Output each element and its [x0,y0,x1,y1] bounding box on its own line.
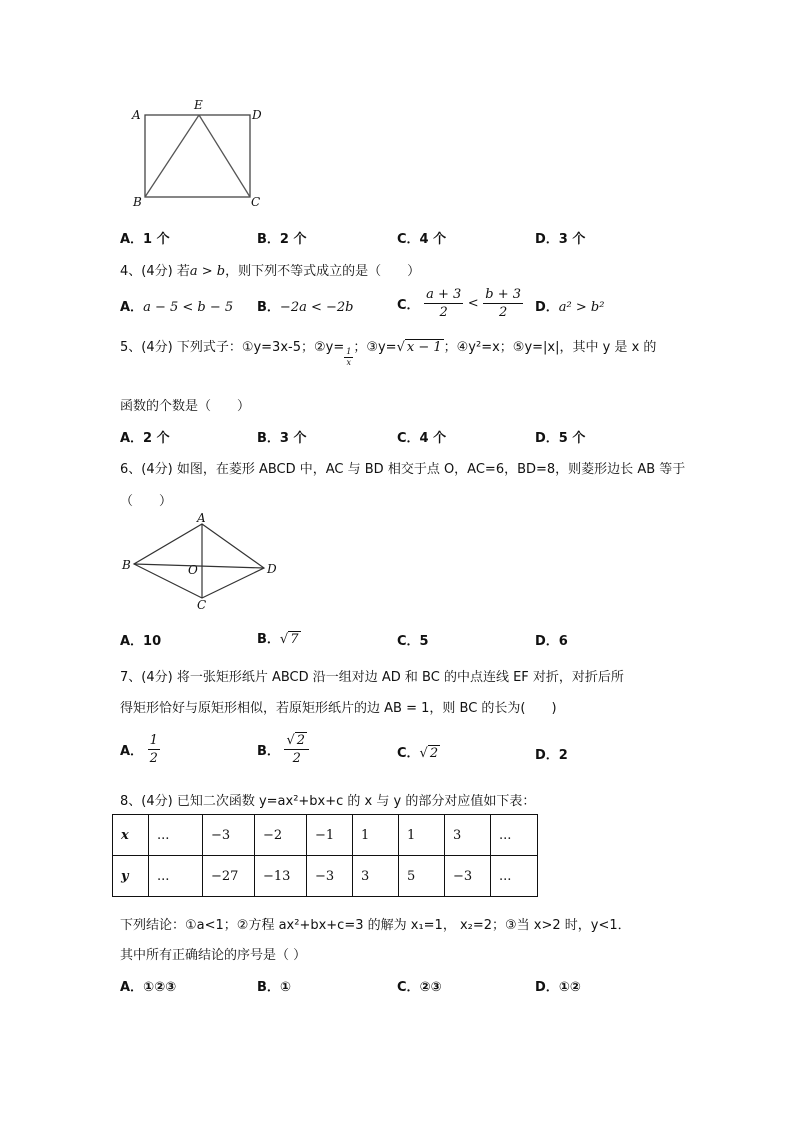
q7-b-radicand: 2 [296,733,306,748]
table-cell: −3 [307,856,353,897]
q4-option-a-label: A． [120,300,144,315]
rectangle-triangle-figure [128,94,268,214]
table-row-y [113,856,538,897]
q7-c-radicand: 2 [429,746,439,761]
table-row-x [113,815,538,856]
table-cell: ... [491,815,538,856]
q6-option-b-sqrt: √ 7 [279,632,299,647]
q4-stem-prefix: 4、(4分) 若 [120,264,190,279]
q4-option-d[interactable] [535,296,604,315]
q4-stem-suffix: ，则下列不等式成立的是（ ） [225,264,421,279]
q4-c-numerator-2: b + 3 [485,287,521,302]
q7-b-denominator: 2 [292,751,301,766]
q4-option-d-expr: a² > b² [558,300,605,315]
q8-option-d[interactable]: D．①② [535,980,581,995]
q6-option-b-label: B． [257,632,280,647]
q5-option-c[interactable]: C．4 个 [397,431,447,446]
q7-stem-line2: 得矩形恰好与原矩形相似，若原矩形纸片的边 AB = 1，则 BC 的长为( ) [120,701,557,716]
q7-option-d[interactable]: D．2 [535,748,568,763]
segment-be [145,115,199,197]
q5-option-d[interactable]: D．5 个 [535,431,586,446]
q3-option-c[interactable]: C．4 个 [397,232,447,247]
label-o: O [188,563,198,577]
q4-option-b[interactable] [257,296,353,315]
label-c: C [197,598,207,612]
q4-c-numerator-1: a + 3 [426,287,462,302]
q4-option-c-fraction-1 [424,286,463,321]
q4-option-c-label: C． [397,298,420,313]
q5-part1: 5、(4分) 下列式子：①y=3x-5；②y= [120,340,345,355]
rectangle-abcd [145,115,250,197]
q7-option-c[interactable] [397,742,440,761]
q4-option-a-expr: a − 5 < b − 5 [143,300,234,315]
q5-option-b[interactable]: B．3 个 [257,431,307,446]
q6-option-b-radicand: 7 [290,632,299,647]
q7-a-numerator: 1 [149,733,158,748]
table-cell: ... [149,815,203,856]
rhombus-figure [118,512,288,616]
q4-option-b-expr: −2a < −2b [279,300,354,315]
q4-option-c-fraction-2 [483,286,523,321]
segment-ec [199,115,250,197]
q7-option-a-label: A． [120,744,144,759]
q4-option-c[interactable] [397,286,523,321]
q5-stem-line1 [120,336,656,368]
q7-b-numerator: √ 2 [284,732,309,750]
q5-fraction [344,347,353,368]
q8-option-a[interactable]: A．①②③ [120,980,177,995]
q6-option-d[interactable]: D．6 [535,634,568,649]
table-cell: 1 [399,815,445,856]
label-a: A [132,108,141,122]
q4-c-denominator-1: 2 [439,305,448,320]
label-b: B [122,558,131,572]
q5-sqrt: √ x − 1 [396,340,442,355]
q8-conclusion: 下列结论：①a<1；②方程 ax²+bx+c=3 的解为 x₁=1， x₂=2；③当 x>2 时，y<1． [120,918,631,933]
q7-option-b[interactable] [257,732,309,767]
q6-option-c[interactable]: C．5 [397,634,429,649]
q8-option-b[interactable]: B．① [257,980,291,995]
label-a: A [197,512,206,525]
label-d: D [252,108,262,122]
table-cell: 3 [353,856,399,897]
q7-option-b-fraction [284,732,309,767]
q6-option-a[interactable]: A．10 [120,634,162,649]
q5-option-a[interactable]: A．2 个 [120,431,170,446]
q4-stem [120,260,420,279]
q6-stem-line2: （ ） [120,494,173,509]
q5-frac-numerator: 1 [346,347,352,356]
q6-option-b[interactable] [257,628,301,647]
table-cell: x [113,815,149,856]
q7-option-c-sqrt: √ 2 [419,746,439,761]
diagonal-bd [134,564,264,568]
q5-part2: ；③y= [353,340,397,355]
table-cell: −13 [255,856,307,897]
q3-option-a[interactable]: A．1 个 [120,232,170,247]
table-cell: 5 [399,856,445,897]
q7-option-b-label: B． [257,744,280,759]
label-c: C [251,195,261,209]
q8-value-table [112,814,538,897]
table-cell: y [113,856,149,897]
q4-c-denominator-2: 2 [498,305,508,320]
table-cell: −27 [203,856,255,897]
q3-option-d[interactable]: D．3 个 [535,232,586,247]
table-cell: 1 [353,815,399,856]
q7-option-c-label: C． [397,746,420,761]
label-b: B [133,195,142,209]
q4-stem-condition: a > b [189,264,226,279]
table-cell: ... [491,856,538,897]
table-cell: −3 [203,815,255,856]
table-cell: 3 [445,815,491,856]
table-cell: −2 [255,815,307,856]
q5-stem-line2: 函数的个数是（ ） [120,399,251,414]
q4-option-d-label: D． [535,300,559,315]
table-cell: −3 [445,856,491,897]
q7-option-a[interactable] [120,732,160,767]
q5-part3: ；④y²=x；⑤y=|x|，其中 y 是 x 的 [443,340,657,355]
q4-option-b-label: B． [257,300,280,315]
q5-frac-denominator: x [346,358,352,367]
q7-a-denominator: 2 [149,751,158,766]
q8-stem: 8、(4分) 已知二次函数 y=ax²+bx+c 的 x 与 y 的部分对应值如下表： [120,794,536,809]
label-d: D [267,562,277,576]
label-e: E [194,98,203,112]
q8-option-c[interactable]: C．②③ [397,980,442,995]
q8-question: 其中所有正确结论的序号是（ ） [120,948,307,963]
q7-option-a-fraction [148,732,160,767]
table-cell: −1 [307,815,353,856]
q5-sqrt-radicand: x − 1 [406,340,442,355]
q4-option-c-relation: < [467,296,479,311]
q3-option-b[interactable]: B．2 个 [257,232,307,247]
rhombus-abcd [134,524,264,598]
table-cell: ... [149,856,203,897]
q4-option-a[interactable] [120,296,233,315]
q6-stem-line1: 6、(4分) 如图，在菱形 ABCD 中，AC 与 BD 相交于点 O，AC=6，BD=8，则菱形边长 AB 等于 [120,462,686,477]
q7-stem-line1: 7、(4分) 将一张矩形纸片 ABCD 沿一组对边 AD 和 BC 的中点连线 EF 对折，对折后所 [120,670,624,685]
